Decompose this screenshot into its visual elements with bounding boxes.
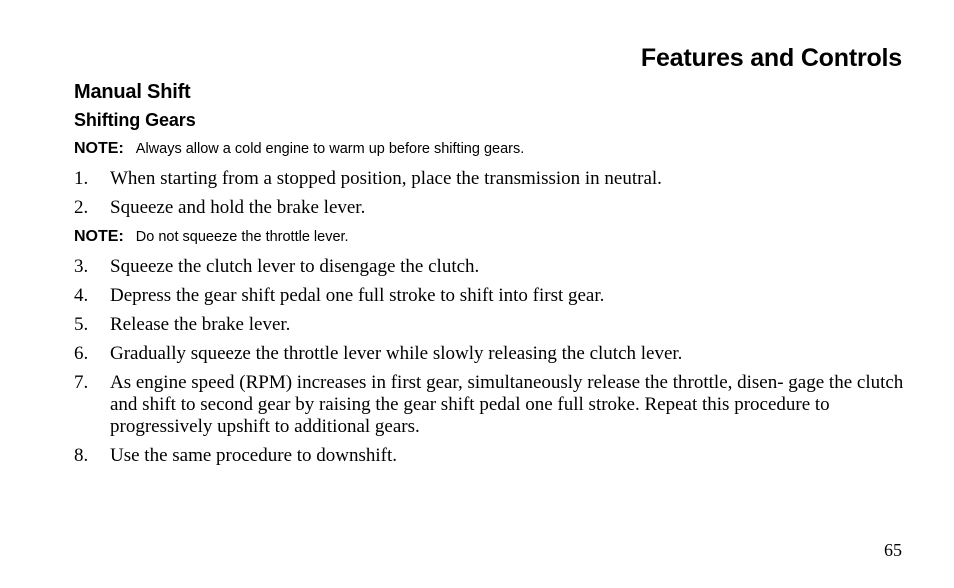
- note-warm-up: [74, 134, 904, 164]
- step-text: Use the same procedure to downshift.: [110, 445, 398, 466]
- page-heading: Manual Shift: [74, 81, 191, 103]
- note-text: Always allow a cold engine to warm up before shifting gears.: [135, 141, 525, 157]
- step-number: 4.: [74, 285, 89, 306]
- step-item: [74, 372, 904, 438]
- note-label: NOTE:: [74, 228, 124, 245]
- step-text: Depress the gear shift pedal one full stroke to shift into first gear.: [110, 285, 605, 306]
- page-number: 65: [884, 540, 902, 560]
- step-item: [74, 281, 904, 310]
- step-item: [74, 252, 904, 281]
- note-text: Do not squeeze the throttle lever.: [135, 229, 349, 245]
- step-text: Squeeze and hold the brake lever.: [110, 197, 366, 218]
- step-item: [74, 193, 904, 222]
- step-text: As engine speed (RPM) increases in first gear, simultaneously release the throttle, disen- gage the clutch and shift to second gear by raising the gear shift pedal one full stroke. Repeat this procedure to progressively upshift to additional gears.: [110, 372, 904, 437]
- step-number: 2.: [74, 197, 89, 218]
- step-number: 1.: [74, 168, 89, 189]
- step-text: When starting from a stopped position, place the transmission in neutral.: [110, 168, 662, 189]
- section-title: Features and Controls: [640, 44, 902, 72]
- step-text: Gradually squeeze the throttle lever while slowly releasing the clutch lever.: [110, 343, 683, 364]
- step-item: [74, 164, 904, 193]
- step-number: 6.: [74, 343, 89, 364]
- note-throttle: [74, 222, 904, 252]
- step-number: 8.: [74, 445, 89, 466]
- step-item: [74, 441, 904, 470]
- step-number: 3.: [74, 256, 89, 277]
- step-item: [74, 339, 904, 368]
- step-number: 5.: [74, 314, 89, 335]
- step-number: 7.: [74, 372, 89, 393]
- note-label: NOTE:: [74, 140, 124, 157]
- page-content: [74, 78, 904, 470]
- page-subheading: Shifting Gears: [74, 110, 196, 130]
- step-text: Release the brake lever.: [110, 314, 291, 335]
- step-item: [74, 310, 904, 339]
- step-text: Squeeze the clutch lever to disengage the clutch.: [110, 256, 480, 277]
